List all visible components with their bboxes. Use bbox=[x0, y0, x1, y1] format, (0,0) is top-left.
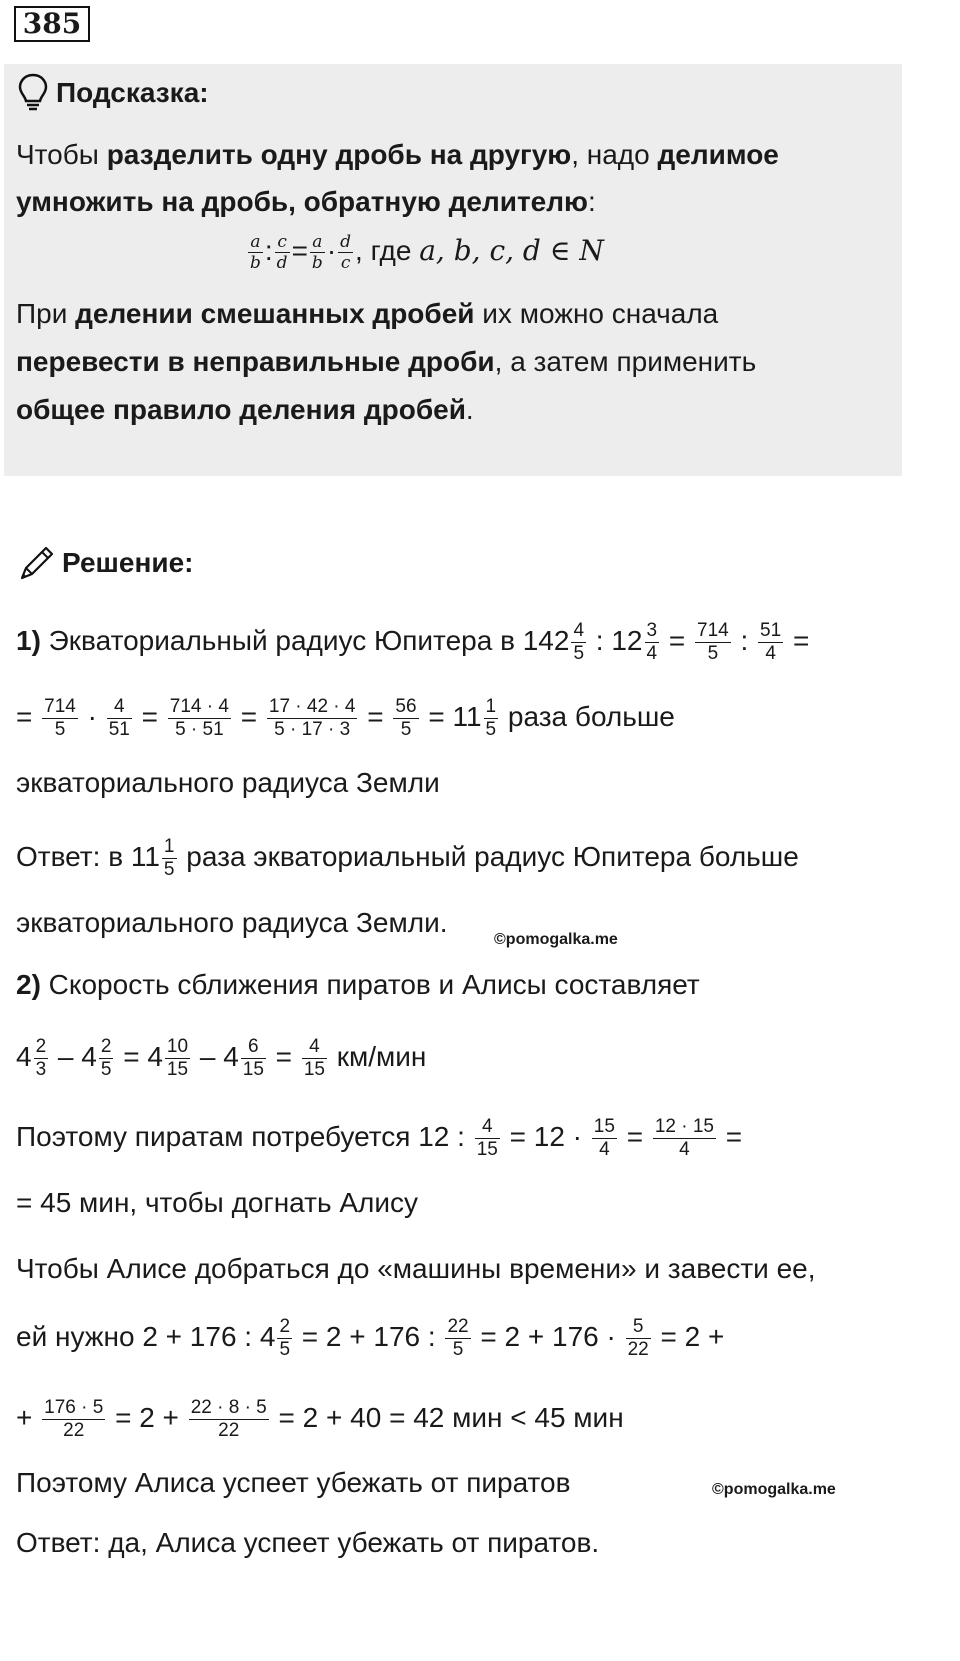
hint-line-6: общее правило деления дробей. bbox=[16, 394, 474, 425]
lightbulb-icon bbox=[16, 72, 50, 112]
hint-line-2: умножить на дробь, обратную делителю: bbox=[16, 186, 596, 217]
watermark: ©pomogalka.me bbox=[712, 1481, 836, 1498]
p2-line-7: + $\frac{176 \cdot 5}{22}$ = 2 + $\frac{22 \cdot 8 \cdot 5}{22}$ = 2 + 40 = 42 мин < 45 мин bbox=[16, 1397, 624, 1441]
solution-title: Решение: bbox=[62, 547, 194, 578]
p2-line-8: Поэтому Алиса успеет убежать от пиратов bbox=[16, 1467, 571, 1498]
pencil-icon bbox=[16, 544, 56, 584]
p1-line-1: 1) Экваториальный радиус Юпитера в 142 $\frac{4}{5}$ : 12 $\frac{3}{4}$ = $\frac{714}{5}$ : $\frac{51}{4}$ = bbox=[16, 620, 810, 664]
p2-line-4: = 45 мин, чтобы догнать Алису bbox=[16, 1187, 418, 1218]
hint-line-5: перевести в неправильные дроби, а затем применить bbox=[16, 346, 757, 377]
hint-title: Подсказка: bbox=[56, 77, 209, 108]
hint-line-1: Чтобы разделить одну дробь на другую, надо делимое bbox=[16, 139, 779, 170]
problem-number: 385 bbox=[14, 6, 90, 42]
p2-answer: Ответ: да, Алиса успеет убежать от пиратов. bbox=[16, 1527, 600, 1558]
hint-formula: $\frac{a}{b}$ : $\frac{c}{d}$ = $\frac{a}{b}$ · $\frac{d}{c}$ , где a, b, c, d ∈ N bbox=[250, 232, 604, 273]
p1-answer-2: экваториального радиуса Земли. bbox=[16, 907, 448, 938]
p1-answer-1: Ответ: в 11 $\frac{1}{5}$ раза экваториальный радиус Юпитера больше bbox=[16, 836, 799, 880]
p2-line-2: 4 $\frac{2}{3}$ – 4 $\frac{2}{5}$ = 4 $\frac{10}{15}$ – 4 $\frac{6}{15}$ = $\frac{4}{15}$ км/мин bbox=[16, 1036, 427, 1080]
p2-line-6: ей нужно 2 + 176 : 4 $\frac{2}{5}$ = 2 + 176 : $\frac{22}{5}$ = 2 + 176 · $\frac{5}{22}$ = 2 + bbox=[16, 1316, 725, 1360]
watermark: ©pomogalka.me bbox=[494, 931, 618, 948]
p2-line-5: Чтобы Алисе добраться до «машины времени» и завести ее, bbox=[16, 1253, 816, 1284]
p2-line-3: Поэтому пиратам потребуется 12 : $\frac{4}{15}$ = 12 · $\frac{15}{4}$ = $\frac{12 \cdot 15}{4}$ = bbox=[16, 1116, 743, 1160]
p1-line-3: экваториального радиуса Земли bbox=[16, 767, 440, 798]
p2-line-1: 2) Скорость сближения пиратов и Алисы составляет bbox=[16, 969, 700, 1000]
hint-line-4: При делении смешанных дробей их можно сначала bbox=[16, 298, 719, 329]
p1-line-2: = $\frac{714}{5}$ · $\frac{4}{51}$ = $\frac{714 \cdot 4}{5 \cdot 51}$ = $\frac{17 \cdot 42 \cdot 4}{5 \cdot 17 \cdot 3}$ = $\frac{56}{5}$ = 11 $\frac{1}{5}$ раза больше bbox=[16, 696, 675, 740]
